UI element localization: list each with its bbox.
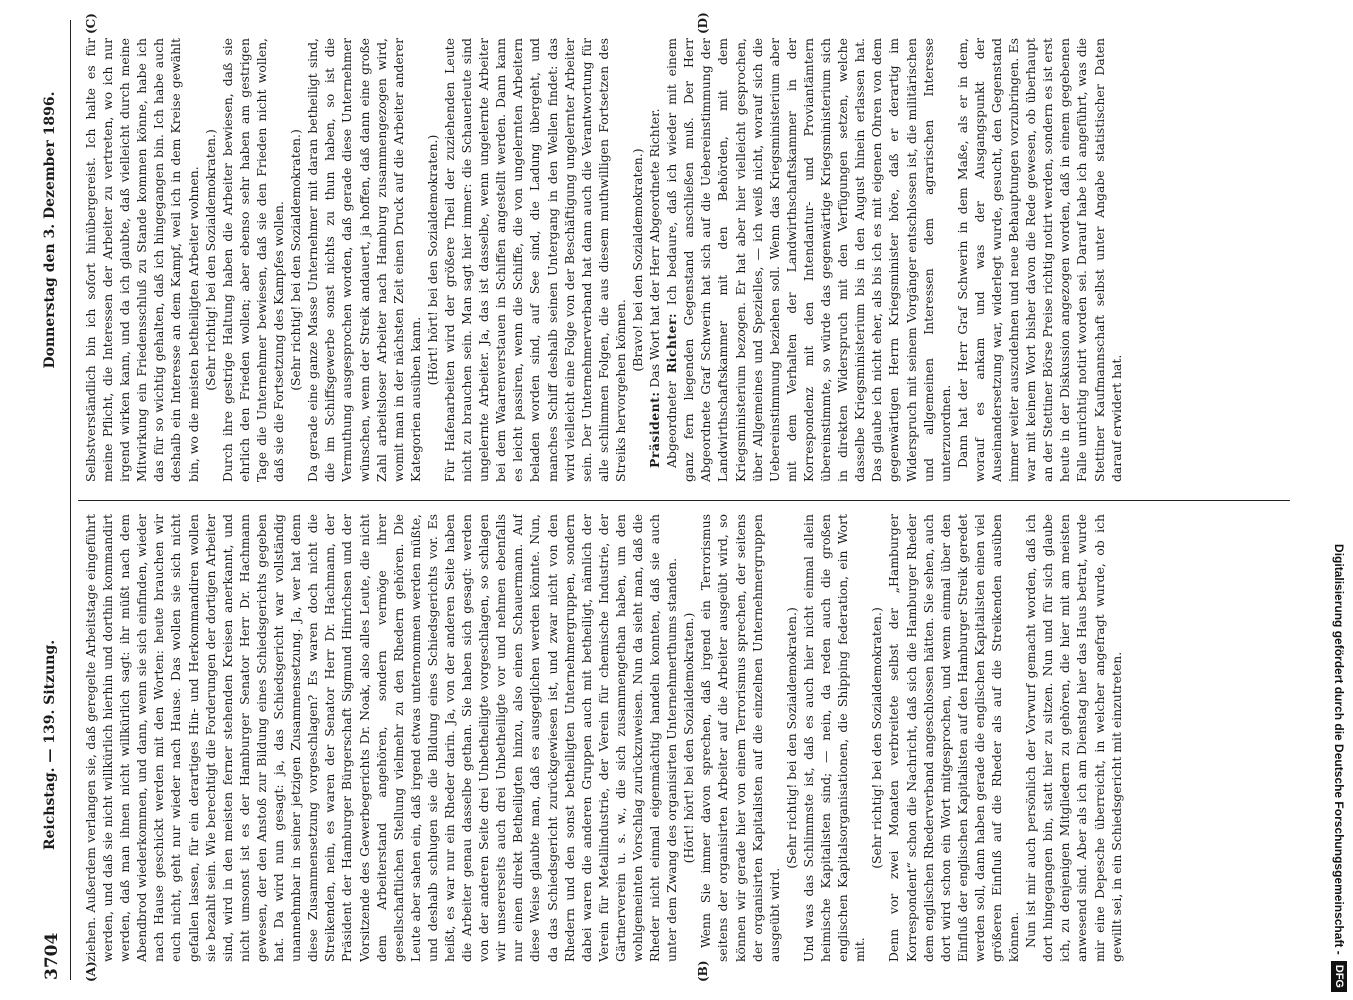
header-rule	[70, 20, 71, 980]
digitization-notice	[1328, 8, 1350, 992]
body-paragraph: Selbstverständlich bin ich sofort hinübergereist. Ich halte es für meine Pflicht, die Interessen der Arbeiter zu vertreten, wo ich nur irgend wirken kann, und da ich glaubte, daß vielleicht durch meine Mitwirkung ein Friedensschluß zu Stande kommen könne, habe ich das für so wichtig gehalten, daß ich hingegangen bin. Ich habe auch deshalb ein Interesse an dem Kampf, weil ich in dem Kreise gewählt bin, wo die meisten betheiligten Arbeiter wohnen.	[83, 38, 201, 482]
speaker-paragraph	[663, 38, 954, 482]
dfg-logo: DFG	[1331, 961, 1347, 992]
header-date: Donnerstag den 3. Dezember 1896.	[42, 91, 58, 369]
body-paragraph: Und was das Schlimmste ist, daß es auch hier nicht einmal allein heimische Kapitalisten sind; — nein, da reden auch die großen englischen Kapitalsorganisationen, die Shipping federation, ein Wort mit.	[800, 514, 868, 962]
body-paragraph: Da gerade eine ganze Masse Unternehmer mit daran betheiligt sind, die im Schiffsgewerbe sonst nichts zu thun haben, so ist die Vermuthung ausgesprochen worden, daß gerade diese Unternehmer wünschen, wenn der Streik andauert, ja hoffen, daß dann eine große Zahl arbeitsloser Arbeiter nach Hamburg zusammengezogen wird, womit man in der nächsten Zeit einen Druck auf die Arbeiter anderer Kategorien ausüben kann.	[305, 38, 423, 482]
interjection: (Hört! hört! bei den Sozialdemokraten.)	[681, 612, 697, 864]
speaker-name: Richter:	[664, 312, 680, 374]
speaker-paragraph	[646, 38, 663, 482]
body-paragraph: Denn vor zwei Monaten verbreitete selbst der „Hamburger Korrespondent“ schon die Nachricht, daß sich die Hamburger Rheder dem englischen Rhederverband angeschlossen hätten. Sie sehen, auch dort wird schon ein Wort mitgesprochen, und wenn einmal über den Einfluß der englischen Kapitalisten auf den Hamburger Streik geredet werden soll, dann haben gerade die englischen Kapitalisten einen viel größeren Einfluß auf die Rheder als auf die Streikenden ausüben können.	[886, 514, 1022, 962]
body-paragraph: Dann hat der Herr Graf Schwerin in dem Maße, als er in dem, worauf es ankam und was der Ausgangspunkt der Auseinandersetzung war, widerlegt wurde, gesucht, den Gegenstand immer weiter auszudehnen und neue Behauptungen vorzubringen. Es war mit keinem Wort bisher davon die Rede gewesen, ob überhaupt an der Stettiner Börse Preise richtig notirt werden, sondern es ist erst heute in der Diskussion angezogen worden, daß in einem gegebenen Falle unrichtig notirt worden sei. Darauf habe ich angeführt, was die Stettiner Kaufmannschaft selbst unter Angabe statistischer Daten darauf erwidert hat.	[954, 38, 1124, 482]
right-column	[82, 38, 1292, 482]
margin-mark-d: (D)	[696, 12, 710, 34]
speaker-title: Abgeordneter	[664, 380, 680, 468]
margin-mark-c: (C)	[84, 13, 98, 34]
speaker-name: Präsident:	[647, 391, 663, 468]
page-header	[38, 20, 68, 980]
funding-note: Digitalisierung gefördert durch die Deutsche Forschungsgemeinschaft -	[1332, 544, 1346, 955]
margin-mark-b: (B)	[696, 960, 710, 982]
margin-mark-a: (A)	[84, 961, 98, 982]
body-paragraph: Wenn Sie immer davon sprechen, daß irgend ein Terrorismus seitens der organisirten Arbeiter auf die Arbeiter ausgeübt wird, so können wir gerade hier von einem Terrorismus sprechen, der seitens der organisirten Kapitalisten auf die einzelnen Unternehmergruppen ausgeübt wird.	[698, 514, 782, 962]
speech-text: Das Wort hat der Herr Abgeordnete Richter.	[647, 108, 663, 388]
body-paragraph: Für Hafenarbeiten wird der größere Theil der zuziehenden Leute nicht zu brauchen sein. Man sagt hier immer: die Schauerleute sind ungelernte Arbeiter. Ja, das ist dasselbe, wenn ungelernte Arbeiter bei dem Waarenverstauen in Schiffen angestellt werden. Dann kann es leicht passiren, wenn die Schiffe, die von ungelernten Arbeitern beladen worden sind, auf See sind, die Ladung übergeht, und manches Schiff deshalb seinen Untergang in den Wellen findet: das wird vielleicht eine Folge von der Beschäftigung ungelernter Arbeiter sein. Der Unternehmerverband hat dann auch die Verantwortung für alle schlimmen Folgen, die aus diesem muthwilligen Fortsetzen des Streiks hervorgehen können.	[441, 38, 628, 482]
body-paragraph: ziehen. Außerdem verlangen sie, daß geregelte Arbeitstage eingeführt werden, und daß sie nicht willkürlich hierhin und dorthin kommandirt werden, daß man ihnen nicht willkürlich sagt: ihr müßt nach dem Abendbrod wiederkommen, und dann, wenn sie sich einfinden, wieder nach Hause geschickt werden mit den Worten: heute brauchen wir euch nicht, geht nur wieder nach Hause. Das wollen sie sich nicht gefallen lassen, für ein derartiges Hin- und Herkommandiren wollen sie bezahlt sein. Wie berechtigt die Forderungen der dortigen Arbeiter sind, wird in den meisten ferner stehenden Kreisen anerkannt, und nicht umsonst ist es der Hamburger Senator Herr Dr. Hachmann gewesen, der den Anstoß zur Bildung eines Schiedsgerichts gegeben hat. Da wird nun gesagt: ja, das Schiedsgericht war vollständig unannehmbar in seiner jetzigen Zusammensetzung. Ja, wer hat denn diese Zusammensetzung vorgeschlagen? Es waren doch nicht die Streikenden, nein, es waren der Senator Herr Dr. Hachmann, der Präsident der Hamburger Bürgerschaft Sigmund Hinrichsen und der Vorsitzende des Gewerbegerichts Dr. Noak, also alles Leute, die nicht dem Arbeiterstand angehören, sondern vermöge ihrer gesellschaftlichen Stellung vielmehr zu den Rhedern gehören. Die Leute aber sahen ein, daß irgend etwas unternommen werden müßte, und deshalb schlugen sie die Bildung eines Schiedsgerichts vor. Es heißt, es war nur ein Rheder darin. Ja, von der anderen Seite haben die Arbeiter genau dasselbe gethan. Sie haben sich gesagt: werden von der anderen Seite drei Unbetheiligte vorgeschlagen, so schlagen wir unsererseits auch drei Unbetheiligte vor und nehmen ebenfalls nur einen direkt Betheiligten hinzu, also einen Schauermann. Auf diese Weise glaubte man, daß es ausgeglichen werden könnte. Nun, da das Schiedsgericht zurückgewiesen ist, und zwar nicht von den Rhedern und den sonst betheiligten Unternehmergruppen, sondern dabei waren die anderen Gruppen auch mit betheiligt, nämlich der Verein für Metallindustrie, der Verein für chemische Industrie, der Gärtnerverein u. s. w., die sich zusammengethan haben, um den wohlgemeinten Vorschlag zurückzuweisen. Nun da sieht man, daß die Rheder nicht einmal eigenmächtig handeln konnten, daß sie auch unter dem Zwang des organisirten Unternehmerthums standen.	[83, 514, 680, 962]
interjection: (Sehr richtig! bei den Sozialdemokraten.)	[288, 129, 304, 391]
digitization-notice-text	[1328, 8, 1350, 992]
body-paragraph: Durch ihre gestrige Haltung haben die Arbeiter bewiesen, daß sie ehrlich den Frieden wollen; aber ebenso sehr haben am gestrigen Tage die Unternehmer bewiesen, daß sie den Frieden nicht wollen, daß sie die Fortsetzung des Kampfes wollen.	[219, 38, 287, 482]
header-session: Reichstag. — 139. Sitzung.	[42, 639, 58, 851]
interjection: (Sehr richtig! bei den Sozialdemokraten.)	[202, 129, 218, 391]
column-divider	[78, 500, 1290, 501]
left-column	[82, 514, 1292, 962]
page-number: 3704	[42, 932, 62, 980]
speech-text: Ich bedaure, daß ich wieder mit einem ganz fern liegenden Gegenstand anschließen muß. Der Herr Abgeordnete Graf Schwerin hat sich auf die Uebereinstimmung der Landwirthschaftskammer mit den Behörden, mit dem Kriegsministerium bezogen. Er hat aber hier vielleicht gesprochen, über Allgemeines und Spezielles, — ich weiß nicht, worauf sich die Uebereinstimmung beziehen soll. Wenn das Kriegsministerium aber mit dem Verhalten der Landwirthschaftskammer in der Korrespondenz mit den Intendantur- und Proviantämtern übereinstimmte, so würde das gegenwärtige Kriegsministerium sich in direkten Widerspruch mit den Verfügungen setzen, welche dasselbe Kriegsministerium bis in den August hinein erlassen hat. Das glaube ich nicht eher, als bis ich es mit eigenen Ohren von dem gegenwärtigen Herrn Kriegsminister höre, daß er derartig im Widerspruch mit seinem Vorgänger entschlossen ist, die militärischen und allgemeinen Interessen dem agrarischen Interesse unterzuordnen.	[664, 38, 953, 482]
interjection: (Bravo! bei den Sozialdemokraten.)	[630, 148, 645, 372]
interjection: (Sehr richtig! bei den Sozialdemokraten.)	[783, 607, 799, 869]
interjection: (Hört! hört! bei den Sozialdemokraten.)	[424, 134, 440, 386]
interjection: (Sehr richtig! bei den Sozialdemokraten.)	[869, 607, 885, 869]
body-paragraph: Nun ist mir auch persönlich der Vorwurf gemacht worden, daß ich dort hingegangen bin, statt hier zu sitzen. Nun und für sich glaube ich, zu denjenigen Mitgliedern zu gehören, die hier mit am meisten anwesend sind. Aber als ich am Dienstag hier das Haus betrat, wurde mir eine Depesche überreicht, in welcher angefragt wurde, ob ich gewillt sei, in ein Schiedsgericht mit einzutreten.	[1023, 514, 1124, 962]
